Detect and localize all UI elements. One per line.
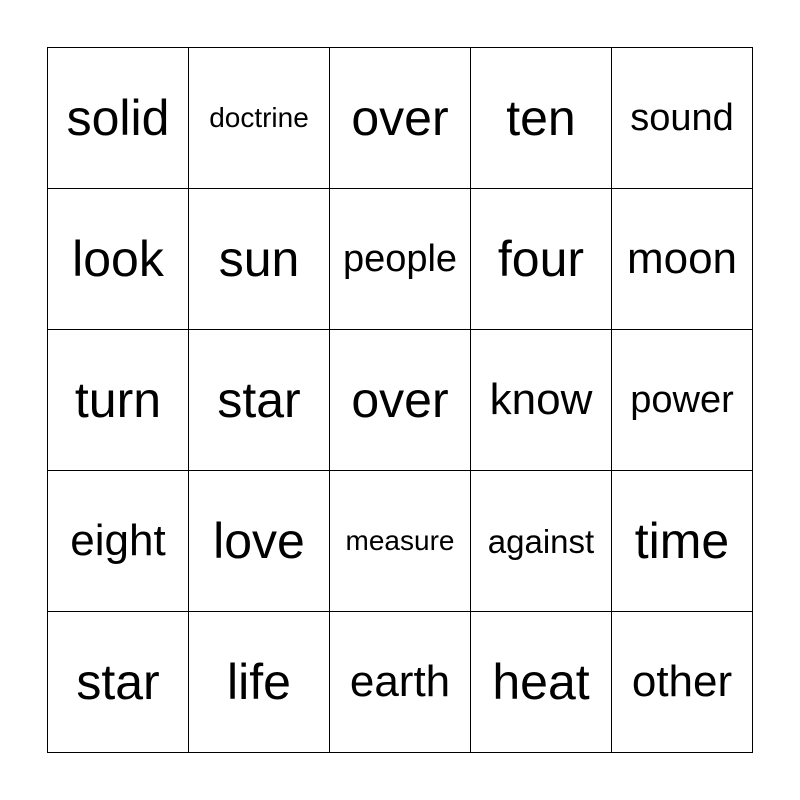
bingo-cell[interactable]: [612, 189, 753, 330]
cell-word: star: [76, 654, 160, 710]
bingo-cell[interactable]: [330, 471, 471, 612]
bingo-cell[interactable]: [471, 471, 612, 612]
cell-word: against: [487, 522, 595, 560]
cell-word: turn: [74, 372, 162, 428]
bingo-cell[interactable]: [189, 471, 330, 612]
cell-word: sun: [218, 231, 300, 287]
bingo-cell[interactable]: [189, 189, 330, 330]
cell-word: power: [630, 379, 734, 421]
bingo-cell[interactable]: [48, 48, 189, 189]
cell-word: other: [631, 657, 733, 706]
bingo-cell[interactable]: [48, 612, 189, 753]
cell-word: star: [217, 372, 301, 428]
bingo-cell[interactable]: [612, 330, 753, 471]
cell-word: solid: [66, 90, 170, 146]
bingo-cell[interactable]: [471, 612, 612, 753]
cell-word: earth: [349, 657, 451, 706]
cell-word: heat: [492, 654, 590, 710]
bingo-cell[interactable]: [330, 48, 471, 189]
bingo-cell[interactable]: [330, 330, 471, 471]
bingo-cell[interactable]: [330, 189, 471, 330]
bingo-cell[interactable]: [471, 189, 612, 330]
cell-word: measure: [345, 525, 455, 556]
cell-word: doctrine: [209, 102, 309, 133]
bingo-cell[interactable]: [612, 48, 753, 189]
bingo-cell[interactable]: [330, 612, 471, 753]
bingo-cell[interactable]: [189, 48, 330, 189]
cell-word: people: [342, 238, 458, 280]
bingo-cell[interactable]: [471, 48, 612, 189]
bingo-cell[interactable]: [471, 330, 612, 471]
cell-word: moon: [626, 234, 738, 283]
cell-word: time: [634, 513, 730, 569]
cell-word: love: [213, 513, 305, 569]
cell-word: life: [227, 654, 291, 710]
bingo-cell[interactable]: [189, 330, 330, 471]
cell-word: know: [489, 375, 593, 424]
cell-word: over: [351, 372, 449, 428]
cell-word: over: [351, 90, 449, 146]
cell-word: ten: [506, 90, 576, 146]
bingo-cell[interactable]: [48, 189, 189, 330]
cell-word: four: [497, 231, 585, 287]
bingo-board: [47, 47, 753, 753]
cell-word: eight: [70, 516, 166, 565]
bingo-cell[interactable]: [189, 612, 330, 753]
cell-word: look: [72, 231, 164, 287]
bingo-cell[interactable]: [612, 471, 753, 612]
bingo-cell[interactable]: [48, 330, 189, 471]
cell-word: sound: [630, 97, 734, 139]
bingo-cell[interactable]: [612, 612, 753, 753]
bingo-cell[interactable]: [48, 471, 189, 612]
